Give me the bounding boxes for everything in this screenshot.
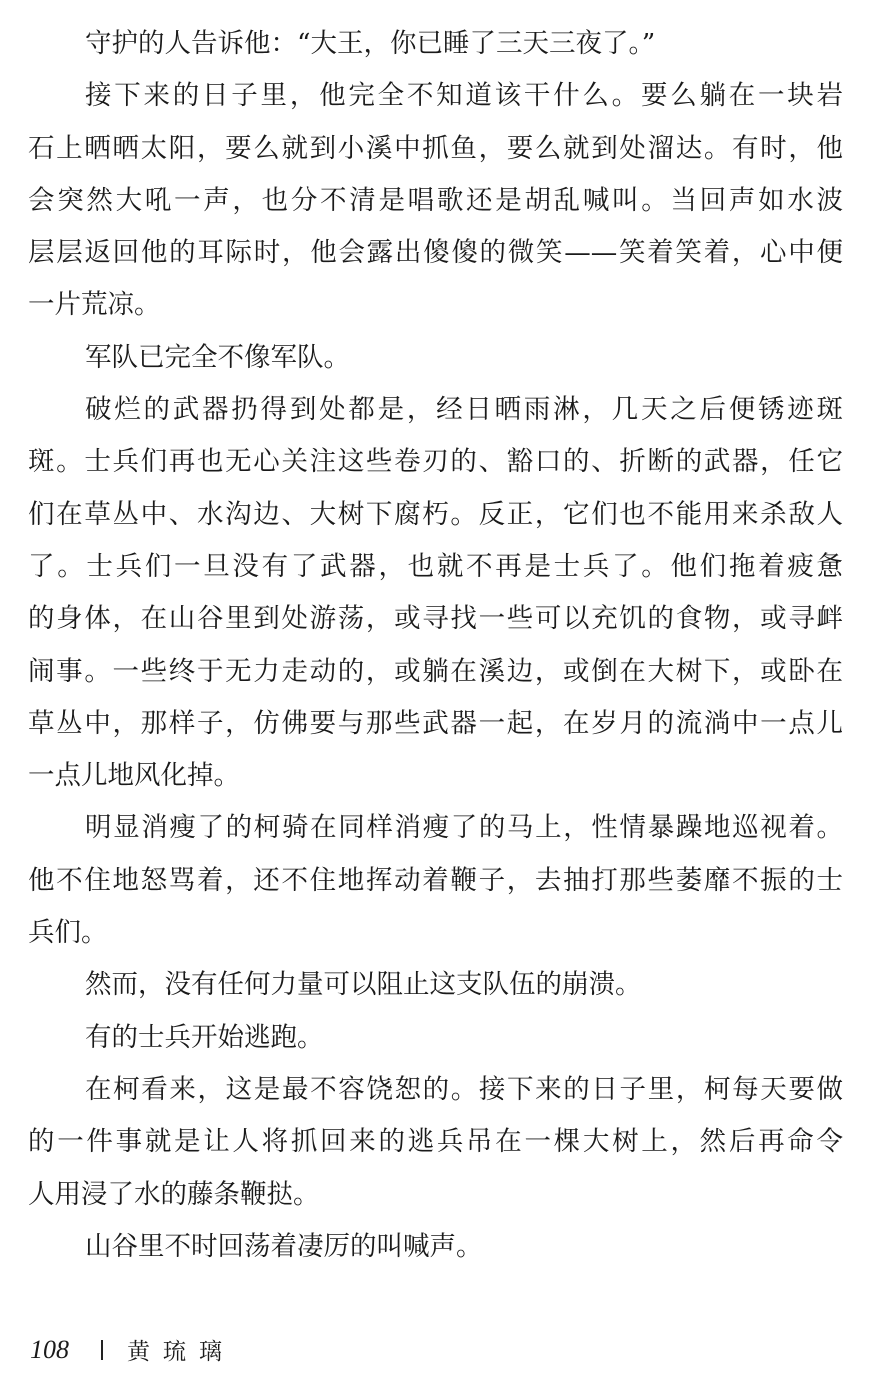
text-line: 石上晒晒太阳，要么就到小溪中抓鱼，要么就到处溜达。有时，他 [28, 132, 843, 164]
paragraph [28, 18, 843, 70]
paragraph [28, 1221, 843, 1273]
text-line: 然而，没有任何力量可以阻止这支队伍的崩溃。 [85, 969, 642, 1001]
text-line: 兵们。 [28, 917, 108, 949]
text-line: 了。士兵们一旦没有了武器，也就不再是士兵了。他们拖着疲惫 [28, 550, 843, 582]
text-line: 在柯看来，这是最不容饶恕的。接下来的日子里，柯每天要做 [85, 1073, 843, 1105]
paragraph [28, 332, 843, 384]
author-name: 黄琉璃 [127, 1339, 235, 1365]
page-footer [30, 1333, 235, 1366]
text-line: 明显消瘦了的柯骑在同样消瘦了的马上，性情暴躁地巡视着。 [85, 812, 843, 844]
text-line: 守护的人告诉他：“大王，你已睡了三天三夜了。” [85, 28, 656, 59]
text-line: 破烂的武器扔得到处都是，经日晒雨淋，几天之后便锈迹斑 [85, 394, 843, 426]
text-line: 闹事。一些终于无力走动的，或躺在溪边，或倒在大树下，或卧在 [28, 655, 843, 687]
page-number: 108 [30, 1334, 69, 1364]
body-text [28, 18, 843, 1273]
text-line: 山谷里不时回荡着凄厉的叫喊声。 [85, 1230, 483, 1262]
text-line: 军队已完全不像军队。 [85, 341, 350, 373]
paragraph [28, 70, 843, 331]
footer-divider [101, 1340, 103, 1360]
text-line: 的一件事就是让人将抓回来的逃兵吊在一棵大树上，然后再命令 [28, 1126, 843, 1158]
text-line: 的身体，在山谷里到处游荡，或寻找一些可以充饥的食物，或寻衅 [28, 603, 843, 635]
paragraph [28, 1012, 843, 1064]
text-line: 接下来的日子里，他完全不知道该干什么。要么躺在一块岩 [85, 80, 843, 112]
paragraph [28, 802, 843, 959]
paragraph [28, 1064, 843, 1221]
text-line: 有的士兵开始逃跑。 [85, 1021, 324, 1053]
text-line: 一片荒凉。 [28, 289, 161, 321]
paragraph [28, 384, 843, 802]
text-line: 草丛中，那样子，仿佛要与那些武器一起，在岁月的流淌中一点儿 [28, 707, 843, 739]
text-line: 们在草丛中、水沟边、大树下腐朽。反正，它们也不能用来杀敌人 [28, 498, 843, 530]
text-line: 人用浸了水的藤条鞭挞。 [28, 1178, 320, 1210]
text-line: 斑。士兵们再也无心关注这些卷刃的、豁口的、折断的武器，任它 [28, 446, 843, 478]
paragraph [28, 959, 843, 1011]
text-line: 层层返回他的耳际时，他会露出傻傻的微笑——笑着笑着，心中便 [28, 237, 843, 269]
text-line: 会突然大吼一声，也分不清是唱歌还是胡乱喊叫。当回声如水波 [28, 184, 843, 216]
text-line: 他不住地怒骂着，还不住地挥动着鞭子，去抽打那些萎靡不振的士 [28, 864, 843, 896]
text-line: 一点儿地风化掉。 [28, 760, 240, 792]
